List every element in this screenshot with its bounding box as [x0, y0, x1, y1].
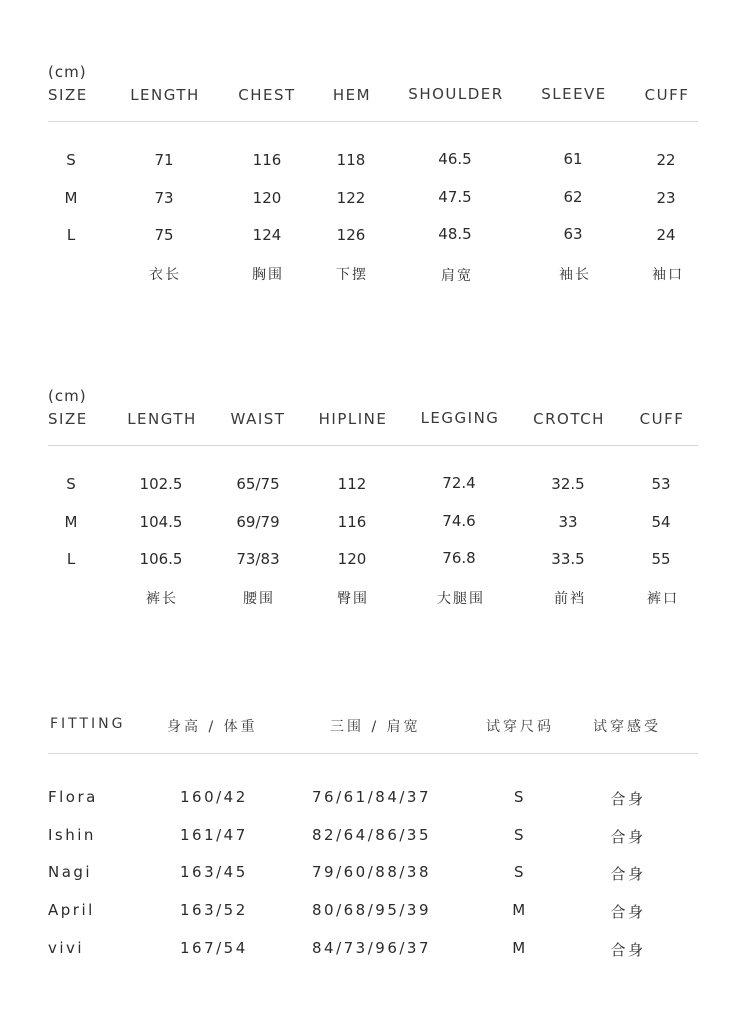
- header-crotch: CROTCH: [533, 410, 605, 428]
- height-weight: 167/54: [180, 939, 248, 957]
- model-name: vivi: [48, 939, 85, 957]
- try-size: S: [513, 863, 527, 881]
- cn-label: 袖口: [652, 267, 684, 283]
- measurements: 79/60/88/38: [312, 863, 432, 881]
- table-cell: 118: [336, 151, 366, 169]
- try-size: S: [513, 788, 527, 806]
- table-cell: 126: [336, 226, 366, 244]
- cn-label: 胸围: [252, 267, 284, 283]
- table-cell: 116: [252, 151, 282, 169]
- try-size: M: [512, 939, 528, 957]
- cn-label: 衣长: [149, 267, 181, 283]
- feeling: 合身: [610, 828, 646, 846]
- table-cell: 61: [563, 150, 583, 168]
- table-cell: 72.4: [442, 474, 476, 492]
- measurements: 80/68/95/39: [312, 901, 432, 919]
- try-size: S: [513, 826, 527, 844]
- measurements: 84/73/96/37: [312, 939, 432, 957]
- table-cell: 120: [252, 189, 282, 207]
- header-sleeve: SLEEVE: [541, 85, 607, 103]
- cn-label: 裤长: [146, 591, 178, 607]
- height-weight: 163/45: [180, 863, 248, 881]
- model-name: Ishin: [48, 826, 96, 844]
- table-cell: 32.5: [551, 475, 585, 493]
- header-cuff: CUFF: [644, 86, 690, 104]
- measurements: 82/64/86/35: [312, 826, 432, 844]
- header-size: SIZE: [48, 86, 88, 104]
- unit-label: (cm): [48, 63, 87, 81]
- table-cell: L: [66, 550, 76, 568]
- table-cell: 22: [656, 151, 676, 169]
- table-cell: 24: [656, 226, 676, 244]
- table-cell: S: [66, 151, 76, 169]
- table-cell: 102.5: [139, 475, 183, 493]
- header-try-size: 试穿尺码: [486, 719, 554, 735]
- table-cell: 54: [651, 513, 671, 531]
- cn-label: 肩宽: [441, 268, 473, 284]
- table-cell: 74.6: [442, 512, 476, 530]
- feeling: 合身: [610, 865, 646, 883]
- table-cell: S: [66, 475, 76, 493]
- cn-label: 袖长: [559, 267, 591, 283]
- table-cell: 75: [154, 226, 174, 244]
- cn-label: 下摆: [336, 267, 368, 283]
- header-height-weight: 身高 / 体重: [167, 719, 258, 735]
- header-length: LENGTH: [127, 410, 197, 428]
- try-size: M: [512, 901, 528, 919]
- table-cell: 120: [337, 550, 367, 568]
- unit-label: (cm): [48, 387, 87, 405]
- table-cell: 122: [336, 189, 366, 207]
- height-weight: 163/52: [180, 901, 248, 919]
- table-cell: 53: [651, 475, 671, 493]
- measurements: 76/61/84/37: [312, 788, 432, 806]
- table-cell: 65/75: [236, 475, 280, 493]
- table-cell: 116: [337, 513, 367, 531]
- header-hem: HEM: [332, 86, 372, 104]
- header-divider: [48, 753, 698, 754]
- header-measurements: 三围 / 肩宽: [330, 719, 421, 735]
- table-cell: 47.5: [438, 188, 472, 206]
- table-cell: 106.5: [139, 550, 183, 568]
- model-name: Nagi: [48, 863, 93, 881]
- header-cuff: CUFF: [639, 410, 685, 428]
- cn-label: 大腿围: [437, 591, 485, 607]
- table-cell: 124: [252, 226, 282, 244]
- table-cell: 62: [563, 188, 583, 206]
- cn-label: 臀围: [337, 591, 369, 607]
- table-cell: 73/83: [236, 550, 280, 568]
- table-cell: 76.8: [442, 549, 476, 567]
- feeling: 合身: [610, 903, 646, 921]
- table-cell: 46.5: [438, 150, 472, 168]
- height-weight: 161/47: [180, 826, 248, 844]
- table-cell: 71: [154, 151, 174, 169]
- cn-label: 裤口: [647, 591, 679, 607]
- table-cell: 55: [651, 550, 671, 568]
- table-cell: 63: [563, 225, 583, 243]
- table-cell: 69/79: [236, 513, 280, 531]
- header-size: SIZE: [48, 410, 88, 428]
- feeling: 合身: [610, 941, 646, 959]
- header-legging: LEGGING: [420, 409, 500, 427]
- cn-label: 前裆: [554, 591, 586, 607]
- header-fitting: FITTING: [50, 716, 126, 732]
- table-cell: 104.5: [139, 513, 183, 531]
- feeling: 合身: [610, 790, 646, 808]
- table-cell: M: [64, 513, 78, 531]
- header-feeling: 试穿感受: [593, 719, 661, 735]
- header-shoulder: SHOULDER: [408, 85, 504, 103]
- model-name: April: [48, 901, 95, 919]
- model-name: Flora: [48, 788, 98, 806]
- height-weight: 160/42: [180, 788, 248, 806]
- table-cell: 23: [656, 189, 676, 207]
- table-cell: L: [66, 226, 76, 244]
- header-chest: CHEST: [238, 86, 296, 104]
- header-hipline: HIPLINE: [318, 410, 388, 428]
- header-waist: WAIST: [230, 410, 286, 428]
- table-cell: 73: [154, 189, 174, 207]
- table-cell: 112: [337, 475, 367, 493]
- table-cell: M: [64, 189, 78, 207]
- header-length: LENGTH: [130, 86, 200, 104]
- table-cell: 48.5: [438, 225, 472, 243]
- table-cell: 33: [558, 513, 578, 531]
- table-cell: 33.5: [551, 550, 585, 568]
- cn-label: 腰围: [243, 591, 275, 607]
